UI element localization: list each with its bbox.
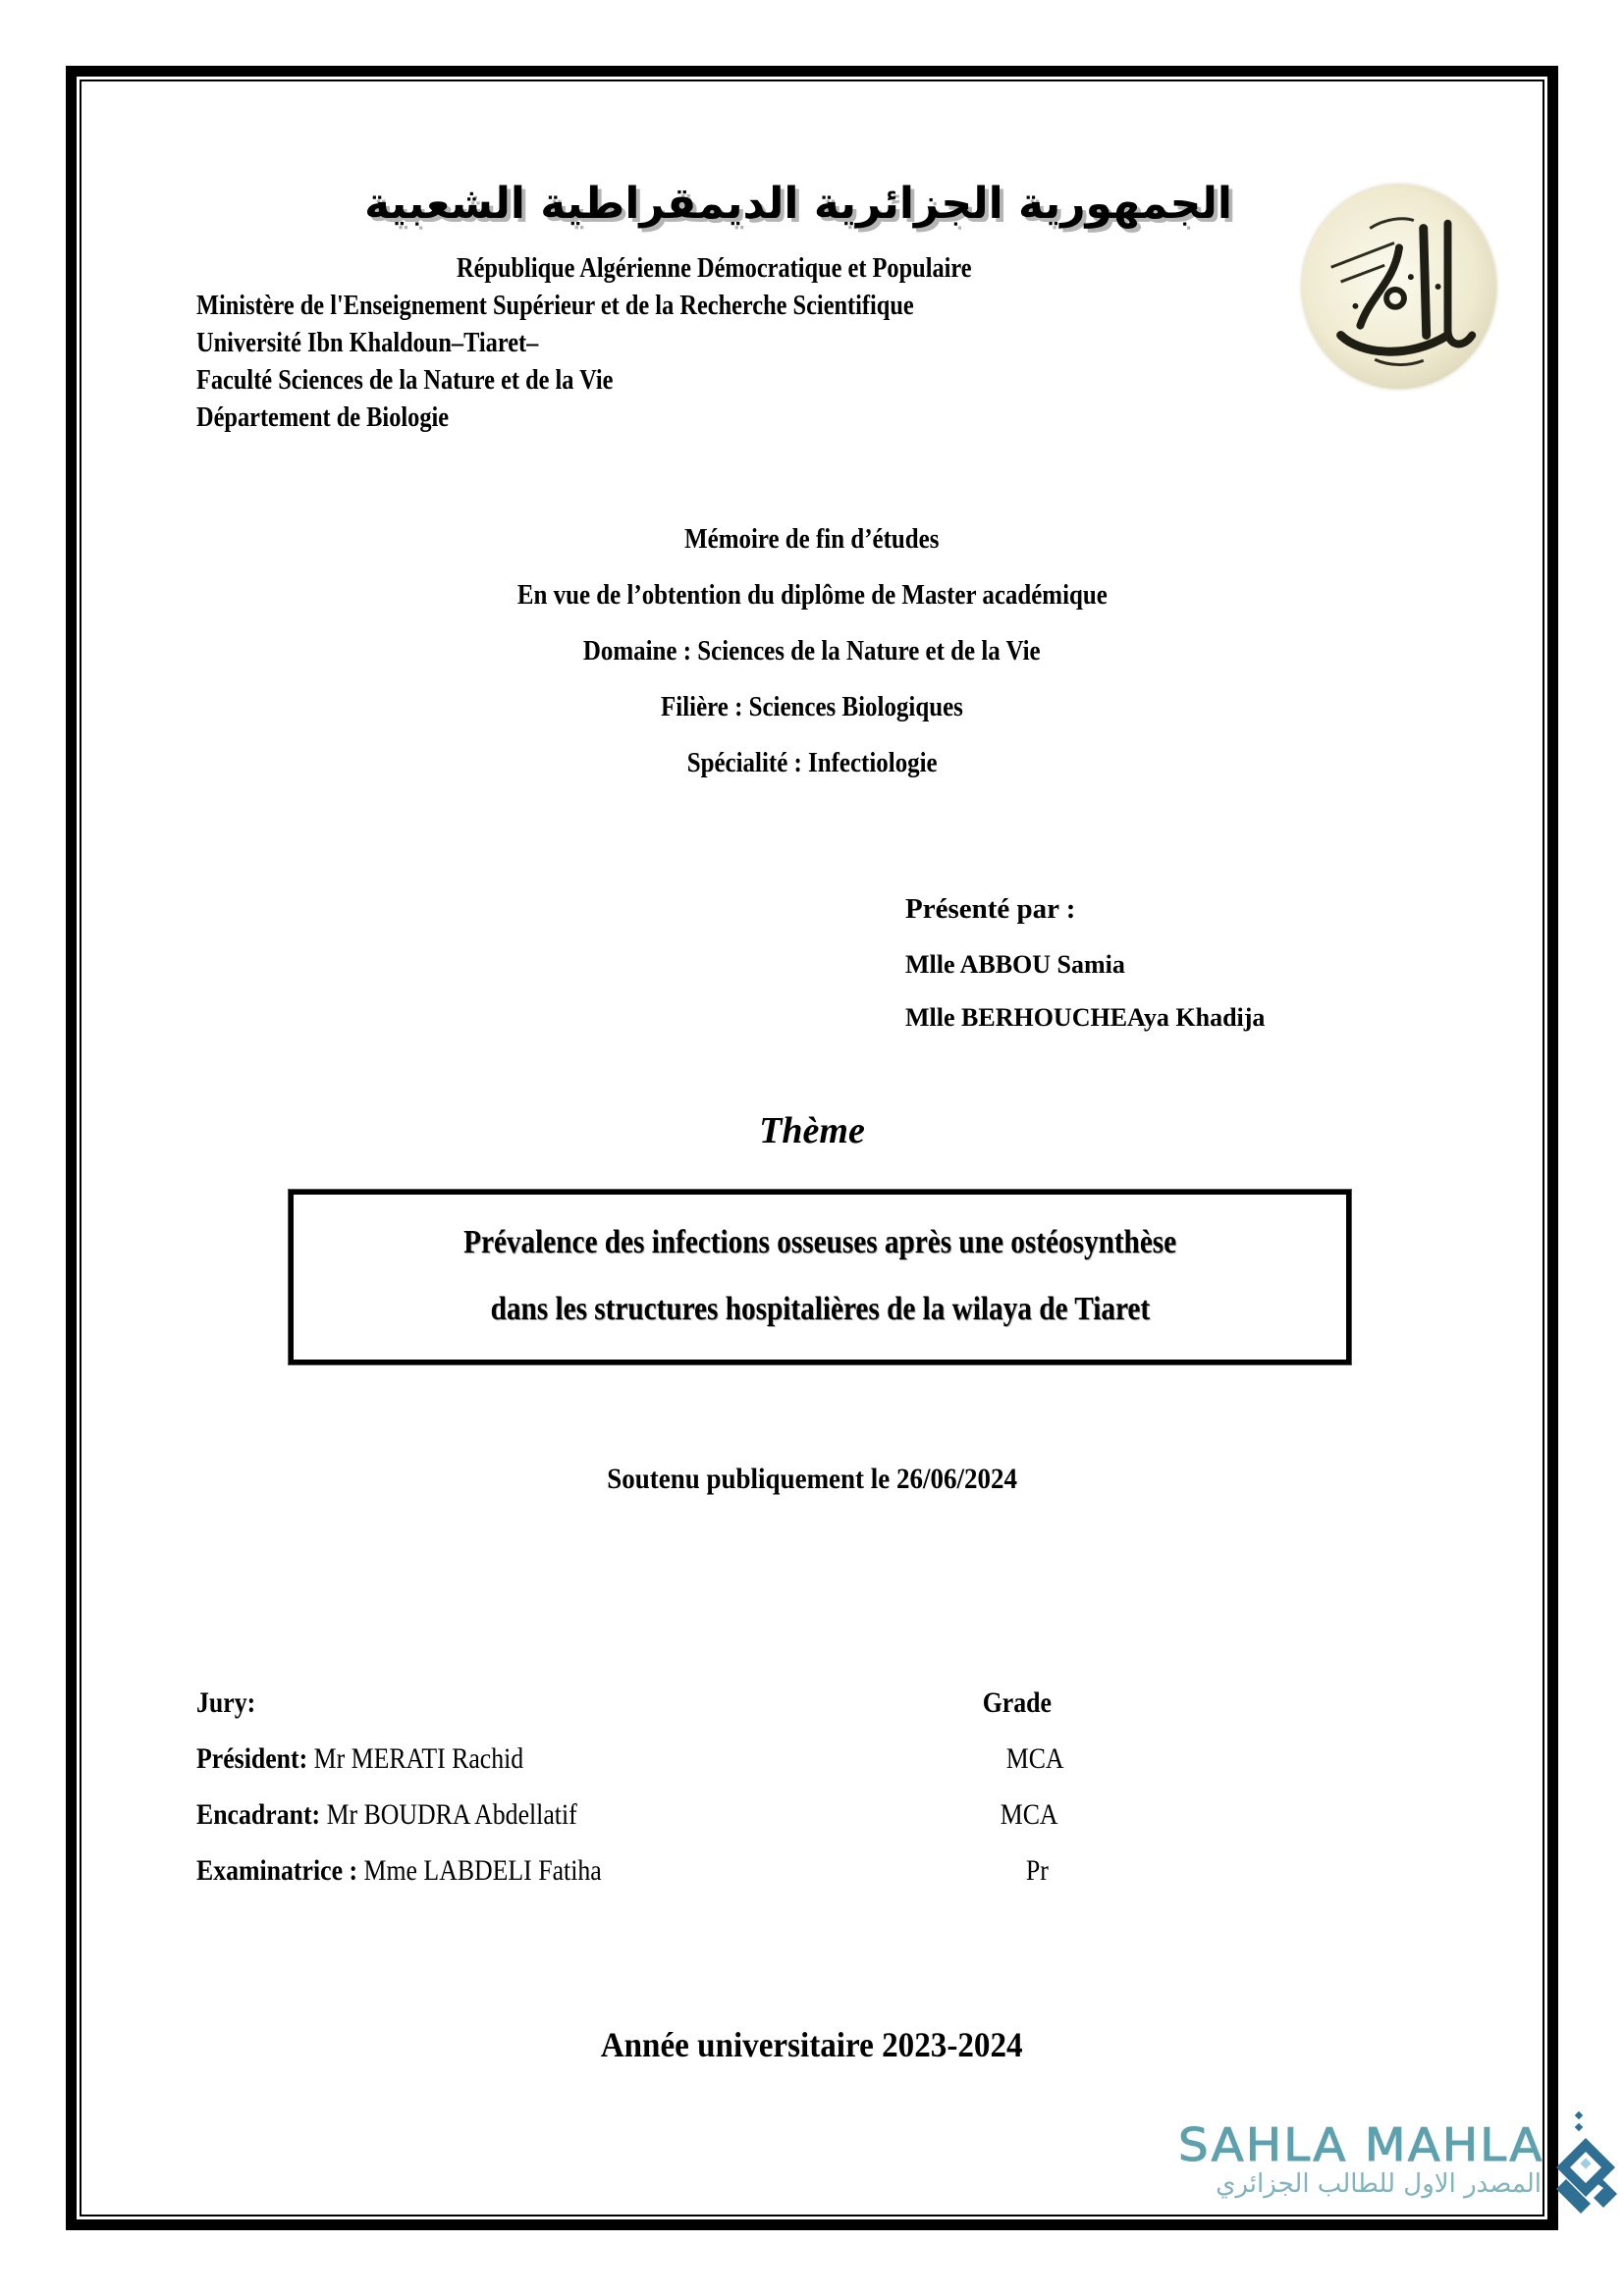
degree-purpose: En vue de l’obtention du diplôme de Master académique — [516, 579, 1108, 611]
defense-date: Soutenu publiquement le 26/06/2024 — [607, 1463, 1017, 1495]
filiere-label: Filière : Sciences Biologiques — [661, 691, 963, 722]
jury-member-encadrant — [196, 1798, 1080, 1832]
jury-role: Examinatrice : — [196, 1854, 358, 1887]
republic-name: République Algérienne Démocratique et Populaire — [457, 252, 972, 284]
jury-name: Mr MERATI Rachid — [313, 1742, 524, 1775]
memoire-label: Mémoire de fin d’études — [684, 523, 940, 555]
domaine-label: Domaine : Sciences de la Nature et de la Vie — [583, 635, 1041, 667]
specialite-label: Spécialité : Infectiologie — [686, 747, 938, 778]
thesis-title-line-2: dans les structures hospitalières de la wilaya de Tiaret — [490, 1291, 1150, 1327]
author-name: Mlle ABBOU Samia — [905, 950, 1125, 979]
jury-name: Mme LABDELI Fatiha — [363, 1854, 602, 1887]
ministry-name: Ministère de l'Enseignement Supérieur et de la Recherche Scientifique — [196, 290, 914, 321]
thesis-title-box — [289, 1190, 1351, 1364]
theme-label: Thème — [759, 1110, 865, 1151]
calligraphy-icon — [1302, 185, 1496, 389]
university-seal-logo — [1302, 185, 1496, 389]
author-name: Mlle BERHOUCHEAya Khadija — [905, 1003, 1266, 1032]
jury-role: Encadrant: — [196, 1798, 321, 1831]
jury-header: Jury: — [196, 1686, 256, 1719]
sahla-mahla-logo-icon — [1546, 2110, 1624, 2228]
faculty-name: Faculté Sciences de la Nature et de la Vie — [196, 364, 614, 396]
sahla-mahla-watermark — [1178, 2120, 1542, 2199]
thesis-title-line-1: Prévalence des infections osseuses après une ostéosynthèse — [462, 1224, 1177, 1260]
watermark-subtitle: المصدر الاول للطالب الجزائري — [1216, 2169, 1542, 2199]
department-name: Département de Biologie — [196, 401, 450, 433]
grade-header: Grade — [982, 1686, 1052, 1719]
presented-by-label: Présenté par : — [905, 893, 1076, 925]
watermark-title: SAHLA MAHLA — [1178, 2118, 1544, 2171]
jury-member-president — [196, 1742, 1080, 1776]
jury-name: Mr BOUDRA Abdellatif — [326, 1798, 577, 1831]
academic-year: Année universitaire 2023-2024 — [601, 2025, 1023, 2064]
university-name: Université Ibn Khaldoun–Tiaret– — [196, 327, 539, 358]
jury-grade: MCA — [1000, 1798, 1058, 1831]
jury-member-examinatrice — [196, 1854, 1080, 1888]
jury-role: Président: — [196, 1742, 308, 1775]
arabic-republic-title: الجمهورية الجزائرية الديمقراطية الشعبية — [364, 179, 1232, 229]
jury-grade: MCA — [1005, 1742, 1064, 1775]
jury-grade: Pr — [1025, 1854, 1049, 1887]
